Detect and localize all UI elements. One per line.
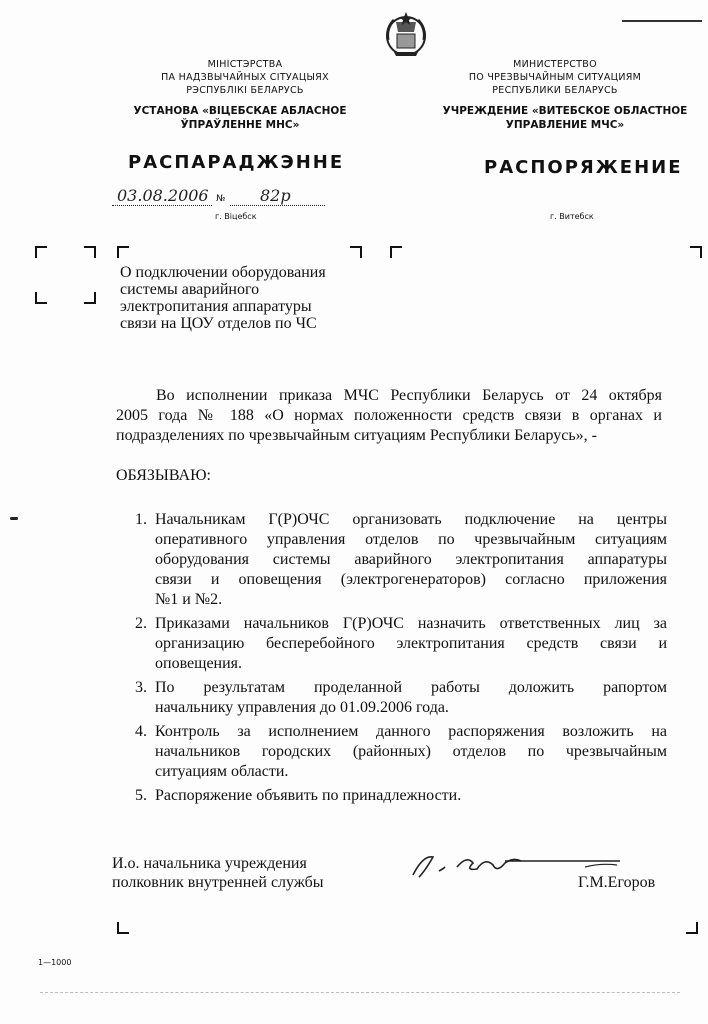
document-number: 82р [260,186,291,205]
header-ministry-by: МІНІСТЭРСТВА ПА НАДЗВЫЧАЙНЫХ СІТУАЦЫЯХ РЭСПУБЛІКІ БЕЛАРУСЬ [161,59,329,96]
header-ministry-ru: МИНИСТЕРСТВО ПО ЧРЕЗВЫЧАЙНЫМ СИТУАЦИЯМ РЕСПУБЛИКИ БЕЛАРУСЬ [468,59,642,96]
corner-mark [686,922,698,934]
footer-code: 1—1000 [38,958,72,967]
scan-artifact [622,20,702,22]
corner-mark [117,246,129,258]
number-label: № [216,194,226,204]
document-date: 03.08.2006 [117,186,209,205]
binding-mark [10,517,18,520]
list-item: 2. Приказами начальников Г(Р)ОЧС назначить ответственных лиц за организацию бесперебойного электропитания средств связи и оповещения. [135,615,667,672]
city-by: г. Віцебск [215,212,257,221]
corner-mark [690,246,702,258]
corner-mark [390,246,402,258]
corner-mark [350,246,362,258]
corner-mark [84,292,96,304]
list-item: 4. Контроль за исполнением данного распоряжения возложить на начальников городских (районных) отделов по чрезвычайным ситуациям области. [135,723,667,780]
corner-mark [35,246,47,258]
list-item: 5. Распоряжение объявить по принадлежности. [135,787,462,804]
subject-block: О подключении оборудования системы аварийного электропитания аппаратуры связи на ЦОУ отделов по ЧС [120,264,326,332]
title-by: РАСПАРАДЖЭННЕ [128,152,345,173]
date-underline [112,205,212,206]
instruction-list [135,510,667,806]
oblige-heading: ОБЯЗЫВАЮ: [116,467,211,484]
scan-artifact [40,992,680,993]
number-underline [230,205,325,206]
list-item: 3. По результатам проделанной работы доложить рапортом начальнику управления до 01.09.2006 года. [135,679,667,716]
corner-mark [84,246,96,258]
preamble: Во исполнении приказа МЧС Республики Беларусь от 24 октября 2005 года № 188 «О нормах положенности средств связи в органах и подразделениях по чрезвычайным ситуациям Республики Беларусь», - [116,387,662,444]
title-ru: РАСПОРЯЖЕНИЕ [484,157,683,178]
header-org-by: УСТАНОВА «ВІЦЕБСКАЕ АБЛАСНОЕ ЎПРАЎЛЕННЕ МНС» [133,105,347,131]
signatory-position: И.о. начальника учреждения полковник внутренней службы [112,855,324,891]
list-item: 1. Начальникам Г(Р)ОЧС организовать подключение на центры оперативного управления отделов по чрезвычайным ситуациям оборудования системы аварийного электропитания аппаратуры связи и оповещения (электрогенераторов) согласно приложения №1 и №2. [135,511,667,608]
signatory-name: Г.М.Егоров [578,874,656,891]
corner-mark [117,922,129,934]
coat-of-arms-icon [380,10,432,60]
city-ru: г. Витебск [550,212,594,221]
header-org-ru: УЧРЕЖДЕНИЕ «ВИТЕБСКОЕ ОБЛАСТНОЕ УПРАВЛЕНИЕ МЧС» [442,105,688,131]
corner-mark [35,292,47,304]
